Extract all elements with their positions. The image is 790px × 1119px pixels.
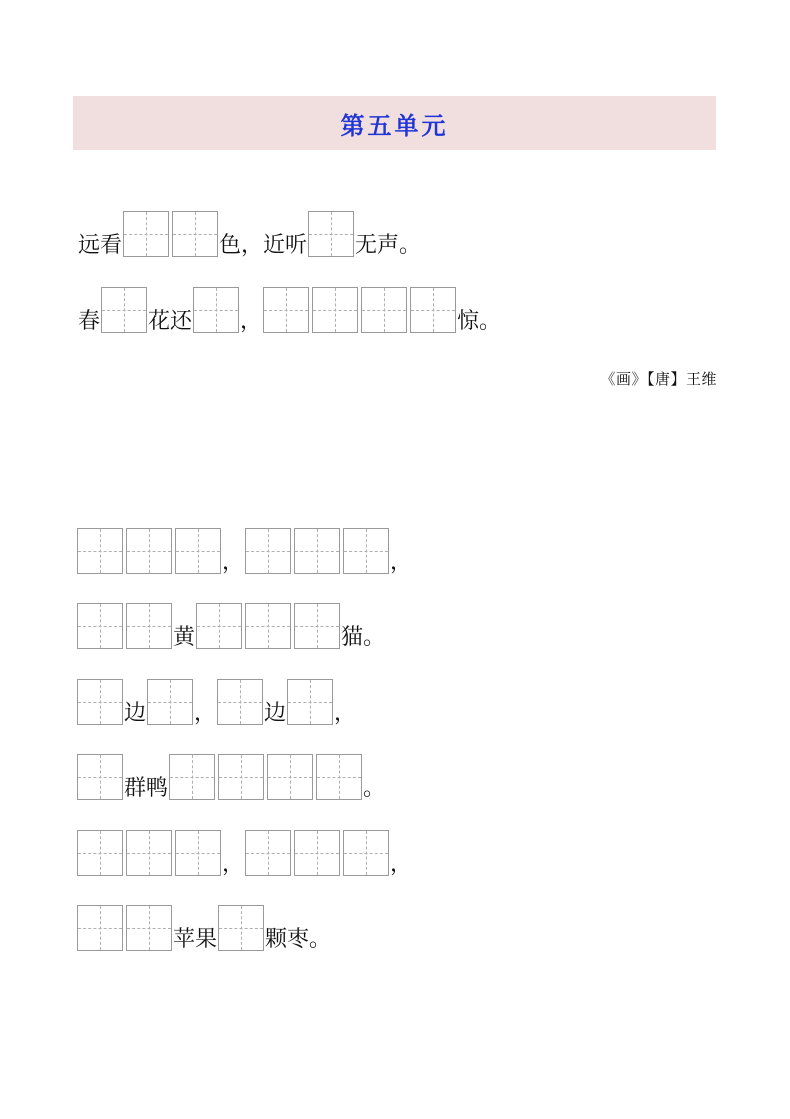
writing-grid-box[interactable] xyxy=(217,679,263,725)
poem-line-1 xyxy=(77,209,422,257)
writing-grid-box[interactable] xyxy=(245,528,291,574)
line-text: 边 xyxy=(264,701,287,726)
writing-grid-box[interactable] xyxy=(126,528,172,574)
writing-grid-box[interactable] xyxy=(218,905,264,951)
writing-grid-box[interactable] xyxy=(193,287,239,333)
exercise-line-3 xyxy=(77,677,357,725)
line-text: ， xyxy=(390,852,413,877)
writing-grid-box[interactable] xyxy=(169,754,215,800)
line-text: ， xyxy=(390,550,413,575)
writing-grid-box[interactable] xyxy=(267,754,313,800)
line-text: 色，近听 xyxy=(219,233,308,258)
writing-grid-box[interactable] xyxy=(361,287,407,333)
writing-grid-box[interactable] xyxy=(77,528,123,574)
poem-source: 《画》【唐】王维 xyxy=(600,370,717,388)
exercise-line-1 xyxy=(77,526,413,574)
writing-grid-box[interactable] xyxy=(218,754,264,800)
line-text: ， xyxy=(222,852,245,877)
writing-grid-box[interactable] xyxy=(294,603,340,649)
writing-grid-box[interactable] xyxy=(287,679,333,725)
line-text: 惊。 xyxy=(457,309,502,334)
writing-grid-box[interactable] xyxy=(126,905,172,951)
writing-grid-box[interactable] xyxy=(343,830,389,876)
line-text: 猫。 xyxy=(341,625,386,650)
writing-grid-box[interactable] xyxy=(123,211,169,257)
writing-grid-box[interactable] xyxy=(175,830,221,876)
line-text: 春 xyxy=(78,309,101,334)
line-text: 黄 xyxy=(173,625,196,650)
exercise-line-5 xyxy=(77,828,413,876)
writing-grid-box[interactable] xyxy=(410,287,456,333)
writing-grid-box[interactable] xyxy=(196,603,242,649)
writing-grid-box[interactable] xyxy=(312,287,358,333)
line-text: ， xyxy=(194,701,217,726)
writing-grid-box[interactable] xyxy=(245,603,291,649)
line-text: 边 xyxy=(124,701,147,726)
line-text: 。 xyxy=(363,776,386,801)
line-text: ， xyxy=(334,701,357,726)
writing-grid-box[interactable] xyxy=(245,830,291,876)
writing-grid-box[interactable] xyxy=(77,830,123,876)
unit-title-bar xyxy=(73,96,716,150)
writing-grid-box[interactable] xyxy=(77,679,123,725)
writing-grid-box[interactable] xyxy=(308,211,354,257)
writing-grid-box[interactable] xyxy=(77,905,123,951)
writing-grid-box[interactable] xyxy=(147,679,193,725)
line-text: 花还 xyxy=(148,309,193,334)
writing-grid-box[interactable] xyxy=(294,528,340,574)
exercise-line-2 xyxy=(77,601,386,649)
writing-grid-box[interactable] xyxy=(126,603,172,649)
line-text: ， xyxy=(222,550,245,575)
poem-line-2 xyxy=(77,285,502,333)
line-text: ， xyxy=(240,309,263,334)
line-text: 苹果 xyxy=(173,927,218,952)
exercise-line-4 xyxy=(77,752,386,800)
writing-grid-box[interactable] xyxy=(172,211,218,257)
exercise-line-6 xyxy=(77,903,332,951)
writing-grid-box[interactable] xyxy=(77,603,123,649)
unit-title: 第五单元 xyxy=(340,110,449,140)
writing-grid-box[interactable] xyxy=(263,287,309,333)
writing-grid-box[interactable] xyxy=(343,528,389,574)
writing-grid-box[interactable] xyxy=(101,287,147,333)
writing-grid-box[interactable] xyxy=(294,830,340,876)
writing-grid-box[interactable] xyxy=(126,830,172,876)
line-text: 颗枣。 xyxy=(265,927,332,952)
line-text: 远看 xyxy=(78,233,123,258)
writing-grid-box[interactable] xyxy=(175,528,221,574)
line-text: 群鸭 xyxy=(124,776,169,801)
writing-grid-box[interactable] xyxy=(77,754,123,800)
line-text: 无声。 xyxy=(355,233,422,258)
writing-grid-box[interactable] xyxy=(316,754,362,800)
